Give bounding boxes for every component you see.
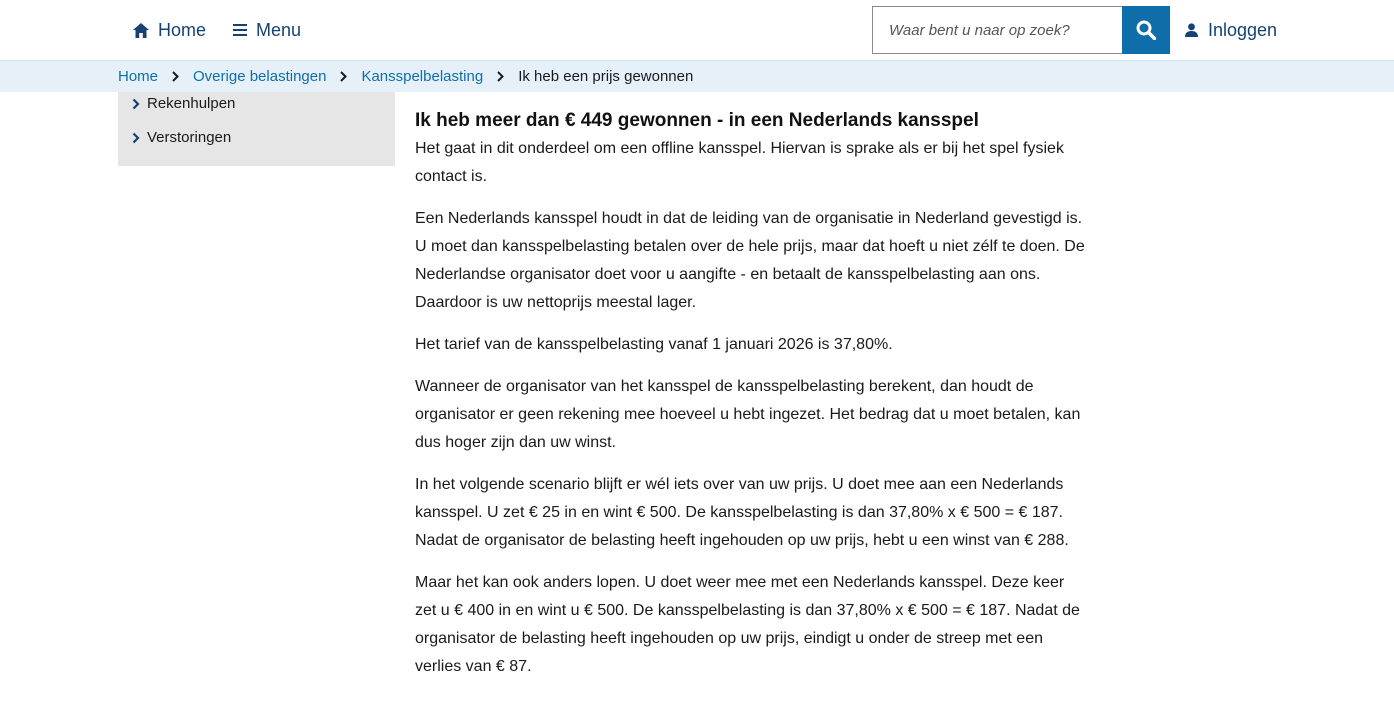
menu-button[interactable]	[233, 17, 301, 43]
home-link[interactable]	[133, 17, 206, 43]
sidebar-item-label: Verstoringen	[147, 129, 232, 146]
chevron-right-icon	[172, 71, 179, 82]
top-navigation	[0, 0, 1394, 61]
hamburger-icon	[233, 24, 247, 36]
home-link-label: Home	[158, 19, 207, 40]
main-content	[415, 107, 1087, 695]
breadcrumb	[118, 61, 693, 92]
breadcrumb-kansspelbelasting[interactable]: Kansspelbelasting	[361, 68, 484, 85]
search-button[interactable]	[1122, 6, 1170, 54]
paragraph-scenario-winst: In het volgende scenario blijft er wél iets over van uw prijs. U doet mee aan een Nederlands kansspel. U zet € 25 in en wint € 500. De kansspelbelasting is dan 37,80% x € 500 = € 187. Nadat de organisator de belasting heeft ingehouden op uw prijs, hebt u een winst van € 288.	[415, 476, 1069, 549]
section-heading: Ik heb meer dan € 449 gewonnen - in een Nederlands kansspel	[415, 110, 979, 131]
breadcrumb-home[interactable]: Home	[118, 68, 159, 85]
home-icon	[133, 23, 149, 38]
login-link[interactable]	[1185, 17, 1277, 43]
login-link-label: Inloggen	[1208, 19, 1278, 40]
user-icon	[1185, 23, 1198, 37]
menu-button-label: Menu	[256, 19, 302, 40]
breadcrumb-bar	[0, 61, 1394, 92]
search-form	[872, 6, 1170, 54]
paragraph-tarief: Het tarief van de kansspelbelasting vanaf 1 januari 2026 is 37,80%.	[415, 336, 893, 353]
search-icon	[1136, 20, 1156, 40]
sidebar-item-verstoringen[interactable]	[132, 129, 231, 146]
paragraph-nederlands-kansspel: Een Nederlands kansspel houdt in dat de leiding van de organisatie in Nederland gevestigd is. U moet dan kansspelbelasting betalen over de hele prijs, maar dat hoeft u niet zélf te doen. De Nederlandse organisator doet voor u aangifte - en betaalt de kansspelbelasting aan ons. Daardoor is uw nettoprijs meestal lager.	[415, 210, 1085, 311]
search-input[interactable]	[872, 6, 1122, 54]
breadcrumb-overige-belastingen[interactable]: Overige belastingen	[193, 68, 327, 85]
chevron-right-icon	[497, 71, 504, 82]
sidebar	[118, 92, 395, 166]
breadcrumb-current: Ik heb een prijs gewonnen	[518, 68, 694, 85]
chevron-right-icon	[132, 98, 140, 110]
paragraph-scenario-verlies: Maar het kan ook anders lopen. U doet weer mee met een Nederlands kansspel. Deze keer zet u € 400 in en wint u € 500. De kansspelbelasting is dan 37,80% x € 500 = € 187. Nadat de organisator de belasting heeft ingehouden op uw prijs, eindigt u onder de streep met een verlies van € 87.	[415, 574, 1080, 675]
paragraph-offline: Het gaat in dit onderdeel om een offline kansspel. Hiervan is sprake als er bij het spel fysiek contact is.	[415, 140, 1064, 185]
sidebar-item-rekenhulpen[interactable]	[132, 95, 235, 112]
sidebar-item-label: Rekenhulpen	[147, 95, 236, 112]
chevron-right-icon	[340, 71, 347, 82]
chevron-right-icon	[132, 132, 140, 144]
paragraph-inzet: Wanneer de organisator van het kansspel de kansspelbelasting berekent, dan houdt de organisator er geen rekening mee hoeveel u hebt ingezet. Het bedrag dat u moet betalen, kan dus hoger zijn dan uw winst.	[415, 378, 1081, 451]
